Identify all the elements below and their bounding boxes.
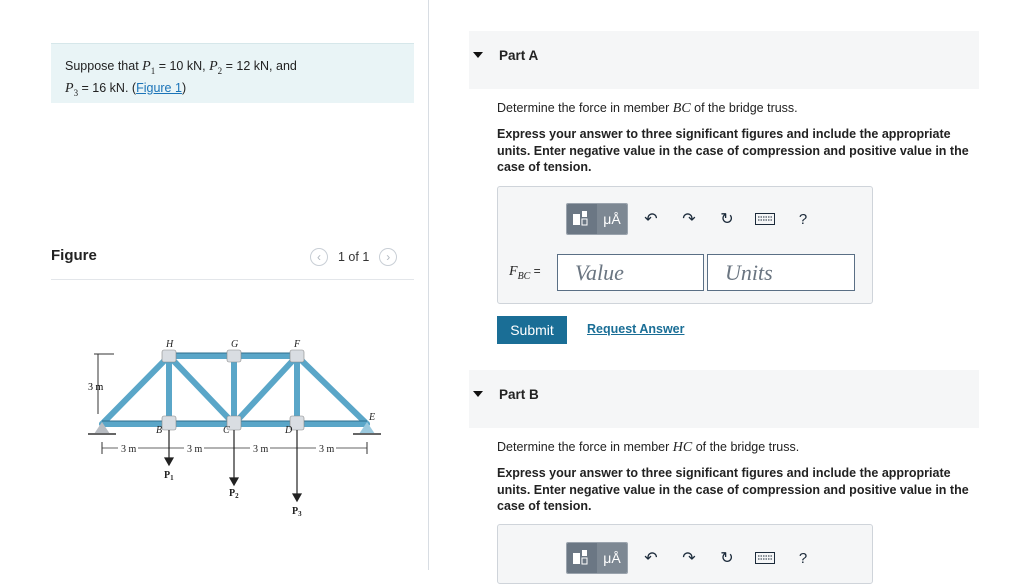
redo-icon[interactable]: ↷ — [682, 550, 696, 567]
span-label-3: 3 m — [253, 444, 269, 455]
part-b-instructions: Express your answer to three significant figures and include the appropriate units. Enter negative value in the case of compression and positive value in the case of tension. — [497, 466, 969, 513]
label-H: H — [166, 339, 174, 350]
next-figure-button[interactable]: › — [379, 248, 397, 266]
part-b-header[interactable] — [469, 370, 979, 428]
span-label-2: 3 m — [187, 444, 203, 455]
figure-title: Figure — [51, 247, 97, 264]
submit-button[interactable]: Submit — [497, 316, 567, 344]
label-F: F — [294, 339, 301, 350]
reset-icon[interactable]: ↻ — [720, 211, 734, 228]
template-icon — [573, 550, 591, 566]
math-toolbar — [566, 203, 818, 235]
load-P3: $P_3$ — [292, 506, 302, 518]
figure-pager — [310, 248, 397, 266]
keyboard-icon[interactable] — [750, 543, 780, 573]
pane-divider — [428, 0, 429, 570]
collapse-caret-icon[interactable] — [473, 391, 483, 397]
templates-button[interactable] — [567, 204, 597, 234]
part-b-answer-box — [497, 524, 873, 584]
span-label-1: 3 m — [121, 444, 137, 455]
label-D: D — [285, 425, 293, 436]
reset-icon[interactable]: ↻ — [720, 550, 734, 567]
pager-text: 1 of 1 — [338, 250, 370, 264]
label-B: B — [156, 425, 163, 436]
part-b-question: Determine the force in member HC of the bridge truss. — [497, 440, 800, 455]
figure-divider — [51, 279, 414, 280]
part-a-instructions: Express your answer to three significant figures and include the appropriate units. Enter negative value in the case of compression and positive value in the case of tension. — [497, 127, 969, 174]
templates-button[interactable] — [567, 543, 597, 573]
figure-link[interactable]: Figure 1 — [136, 80, 182, 95]
load-P2: $P_2$ — [229, 488, 239, 500]
keyboard-icon[interactable] — [750, 204, 780, 234]
units-button[interactable]: μÅ — [597, 543, 627, 573]
prev-figure-button[interactable]: ‹ — [310, 248, 328, 266]
label-G: G — [231, 339, 239, 350]
undo-icon[interactable]: ↶ — [644, 550, 658, 567]
label-E: E — [369, 412, 376, 423]
part-a-answer-box — [497, 186, 873, 304]
problem-statement: Suppose that $P_1 = 10$ kN, $P_2 = 12$ kN, and $P_3 = 16$ kN. (Figure 1) — [51, 43, 414, 103]
units-input[interactable]: Units — [707, 254, 855, 291]
collapse-caret-icon[interactable] — [473, 52, 483, 58]
answer-row — [509, 254, 855, 291]
help-icon[interactable]: ? — [798, 210, 808, 228]
help-icon[interactable]: ? — [798, 549, 808, 567]
template-icon — [573, 211, 591, 227]
value-input[interactable]: Value — [557, 254, 704, 291]
height-label: 3 m — [88, 382, 104, 393]
problem-text: Suppose that — [65, 59, 143, 73]
request-answer-link[interactable]: Request Answer — [587, 322, 685, 336]
truss-members — [102, 356, 367, 424]
part-a-header[interactable] — [469, 31, 979, 89]
redo-icon[interactable]: ↷ — [682, 211, 696, 228]
part-b-title: Part B — [499, 387, 539, 402]
units-button[interactable]: μÅ — [597, 204, 627, 234]
part-a-title: Part A — [499, 48, 539, 63]
label-C: C — [223, 425, 230, 436]
part-a-question: Determine the force in member BC of the bridge truss. — [497, 101, 798, 116]
answer-label: $F_{BC}$ = — [509, 263, 541, 282]
truss-figure — [84, 334, 394, 524]
math-toolbar — [566, 542, 818, 574]
span-label-4: 3 m — [319, 444, 335, 455]
load-P1: $P_1$ — [164, 470, 174, 482]
undo-icon[interactable]: ↶ — [644, 211, 658, 228]
